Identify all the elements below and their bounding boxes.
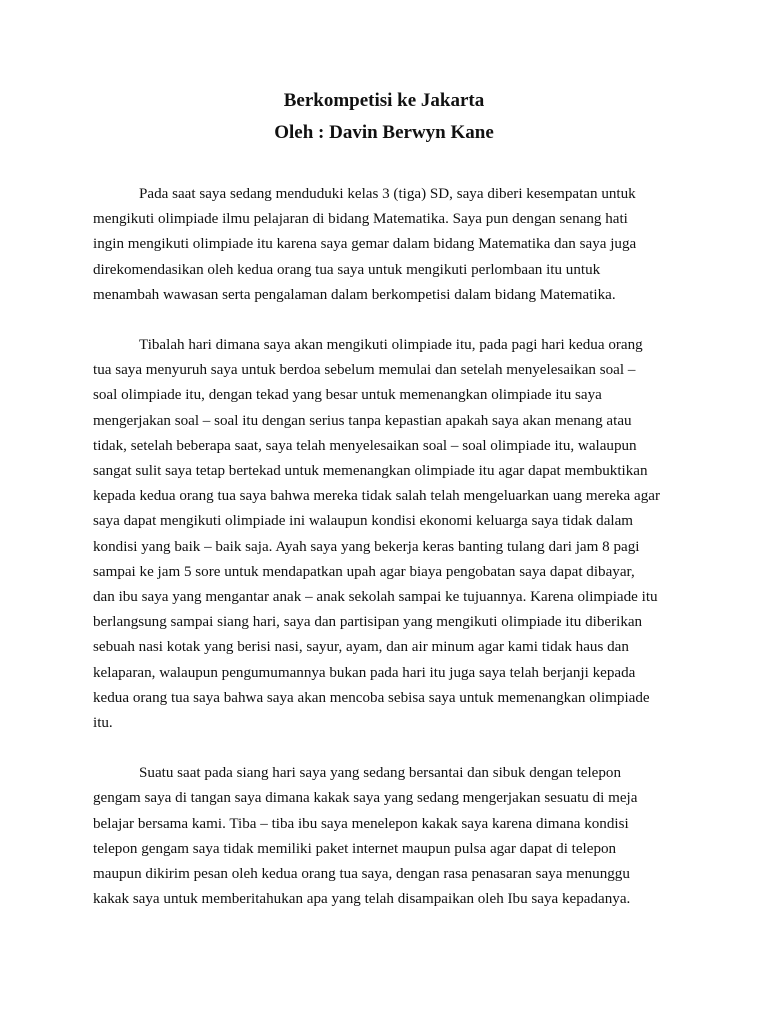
text-line: berlangsung sampai siang hari, saya dan partisipan yang mengikuti olimpiade itu diberikan <box>93 614 643 631</box>
text-line: maupun dikirim pesan oleh kedua orang tua saya, dengan rasa penasaran saya menunggu <box>93 866 630 883</box>
text-line: itu. <box>93 715 113 732</box>
author-line: Oleh : Davin Berwyn Kane <box>274 122 494 143</box>
text-line: tua saya menyuruh saya untuk berdoa sebelum memulai dan setelah menyelesaikan soal – <box>93 362 636 379</box>
text-line: kepada kedua orang tua saya bahwa mereka tidak salah telah mengeluarkan uang mereka agar <box>93 488 661 505</box>
text-line: menambah wawasan serta pengalaman dalam berkompetisi dalam bidang Matematika. <box>93 286 616 303</box>
text-line: Tibalah hari dimana saya akan mengikuti olimpiade itu, pada pagi hari kedua orang <box>139 337 643 354</box>
text-line: kakak saya untuk memberitahukan apa yang telah disampaikan oleh Ibu saya kepadanya. <box>93 891 631 908</box>
text-line: mengikuti olimpiade ilmu pelajaran di bidang Matematika. Saya pun dengan senang hati <box>93 211 628 228</box>
document-body <box>93 182 675 937</box>
text-line: soal olimpiade itu, dengan tekad yang besar untuk memenangkan olimpiade itu saya <box>93 387 602 404</box>
text-line: belajar bersama kami. Tiba – tiba ibu saya menelepon kakak saya karena dimana kondisi <box>93 815 629 832</box>
text-line: kedua orang tua saya bahwa saya akan mencoba sebisa saya untuk memenangkan olimpiade <box>93 689 650 706</box>
document-title: Berkompetisi ke Jakarta <box>283 90 485 111</box>
text-line: Suatu saat pada siang hari saya yang sedang bersantai dan sibuk dengan telepon <box>139 765 622 782</box>
text-line: sampai ke jam 5 sore untuk mendapatkan upah agar biaya pengobatan saya dapat dibayar, <box>93 563 635 580</box>
paragraph-2 <box>93 333 675 736</box>
text-line: saya dapat mengikuti olimpiade ini walaupun kondisi ekonomi keluarga saya tidak dalam <box>93 513 634 530</box>
text-line: kelaparan, walaupun pengumumannya bukan pada hari itu juga saya telah berjanji kepada <box>93 664 636 681</box>
text-line: mengerjakan soal – soal itu dengan serius tanpa kepastian apakah saya akan menang atau <box>93 412 632 429</box>
paragraph-3 <box>93 761 675 912</box>
text-line: kondisi yang baik – baik saja. Ayah saya yang bekerja keras banting tulang dari jam 8 pagi <box>93 538 640 555</box>
paragraph-1 <box>93 182 675 308</box>
text-line: sangat sulit saya tetap bertekad untuk memenangkan olimpiade itu agar dapat membuktikan <box>93 463 648 480</box>
text-line: ingin mengikuti olimpiade itu karena saya gemar dalam bidang Matematika dan saya juga <box>93 236 637 253</box>
text-line: dan ibu saya yang mengantar anak – anak sekolah sampai ke tujuannya. Karena olimpiade itu <box>93 589 658 606</box>
text-line: tidak, setelah beberapa saat, saya telah menyelesaikan soal – soal olimpiade itu, walaupun <box>93 437 637 454</box>
text-line: telepon gengam saya tidak memiliki paket internet maupun pulsa agar dapat di telepon <box>93 840 617 857</box>
text-line: direkomendasikan oleh kedua orang tua saya untuk mengikuti perlombaan itu untuk <box>93 261 601 278</box>
text-line: gengam saya di tangan saya dimana kakak saya yang sedang mengerjakan sesuatu di meja <box>93 790 638 807</box>
text-line: Pada saat saya sedang menduduki kelas 3 (tiga) SD, saya diberi kesempatan untuk <box>139 186 636 202</box>
text-line: sebuah nasi kotak yang berisi nasi, sayur, ayam, dan air minum agar kami tidak haus dan <box>93 639 629 656</box>
